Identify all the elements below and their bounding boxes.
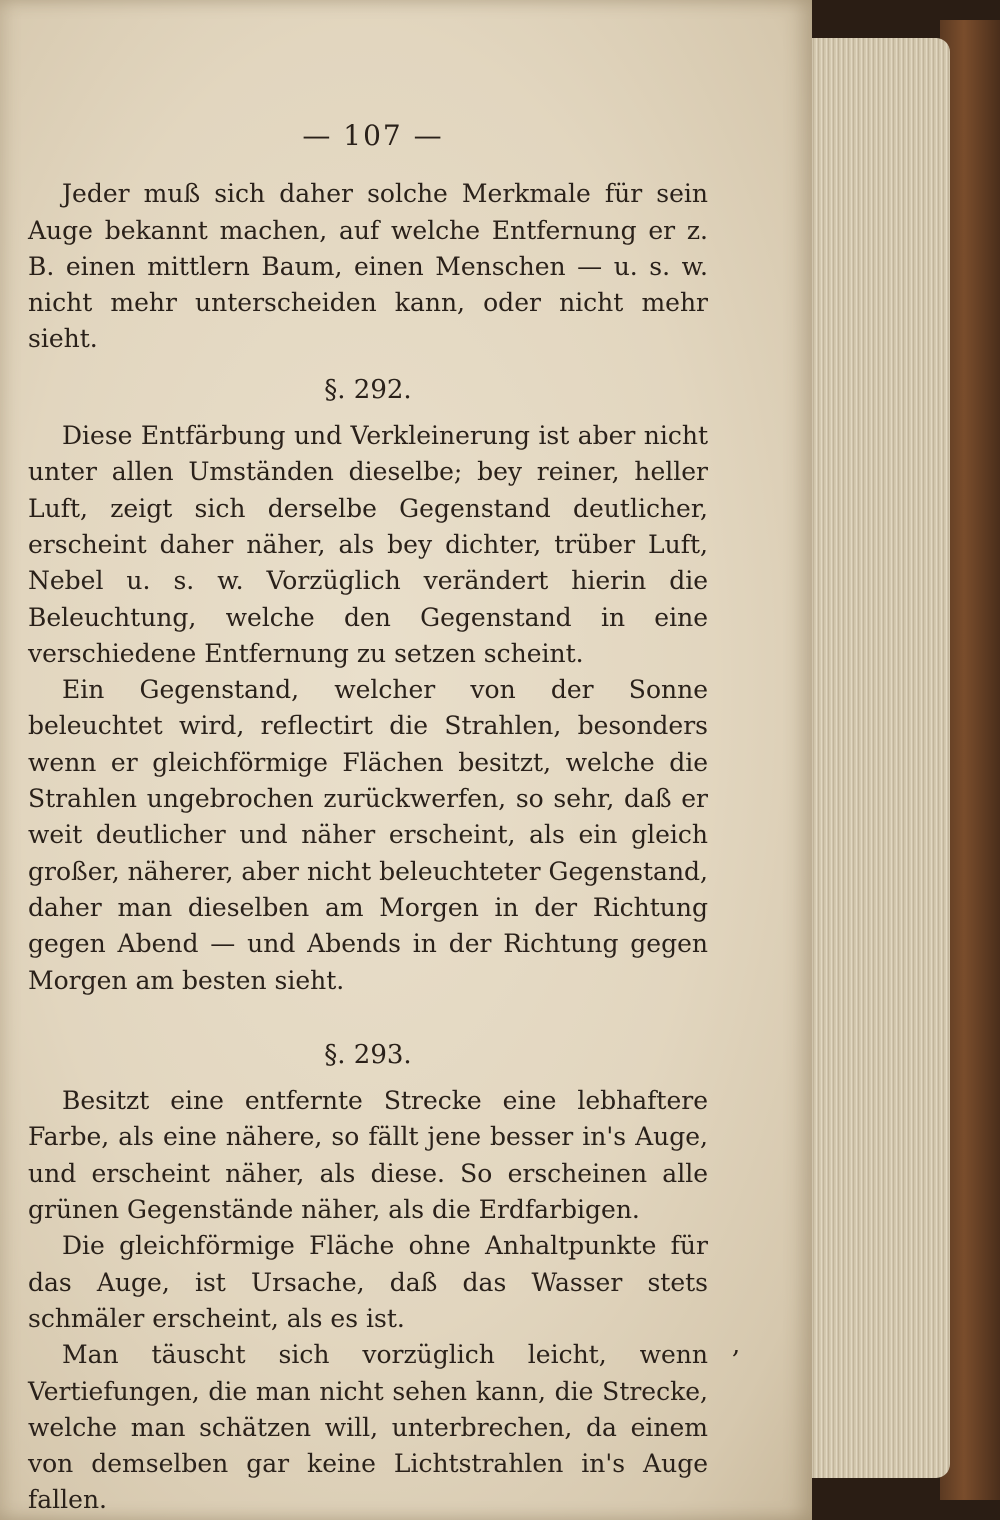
page-stack-edges	[800, 38, 950, 1478]
page-text-block	[28, 118, 708, 1519]
section-heading-292: §. 292.	[324, 374, 412, 405]
paragraph-293-2: Die gleichförmige Fläche ohne Anhaltpunkte für das Auge, ist Ursache, daß das Wasser stets schmäler erscheint, als es ist.	[28, 1231, 708, 1333]
paragraph-293-1: Besitzt eine entfernte Strecke eine lebhaftere Farbe, als eine nähere, so fällt jene besser in's Auge, und erscheint näher, als diese. So erscheinen alle grünen Gegenstände näher, als die Erdfarbigen.	[28, 1086, 708, 1225]
paragraph-292-2: Ein Gegenstand, welcher von der Sonne beleuchtet wird, reflectirt die Strahlen, besonders wenn er gleichförmige Flächen besitzt, welche die Strahlen ungebrochen zurückwerfen, so sehr, daß er weit deutlicher und näher erscheint, als ein gleich großer, näherer, aber nicht beleuchteter Gegenstand, daher man dieselben am Morgen in der Richtung gegen Abend — und Abends in der Richtung gegen Morgen am besten sieht.	[28, 675, 709, 995]
section-heading-293: §. 293.	[324, 1039, 412, 1070]
paragraph-293-3: Man täuscht sich vorzüglich leicht, wenn Vertiefungen, die man nicht sehen kann, die Strecke, welche man schätzen will, unterbrechen, da einem von demselben gar keine Lichtstrahlen in's Auge fallen.	[28, 1340, 708, 1515]
paragraph-intro: Jeder muß sich daher solche Merkmale für sein Auge bekannt machen, auf welche Entfernung er z. B. einen mittlern Baum, einen Menschen — u. s. w. nicht mehr unterscheiden kann, oder nicht mehr sieht.	[28, 179, 708, 354]
paragraph-292-1: Diese Entfärbung und Verkleinerung ist aber nicht unter allen Umständen dieselbe; bey reiner, heller Luft, zeigt sich derselbe Gegenstand deutlicher, erscheint daher näher, als bey dichter, trüber Luft, Nebel u. s. w. Vorzüglich verändert hierin die Beleuchtung, welche den Gegenstand in eine verschiedene Entfernung zu setzen scheint.	[28, 421, 708, 668]
page-number-header: — 107 —	[302, 119, 444, 152]
stray-margin-mark: ,	[732, 1330, 741, 1360]
